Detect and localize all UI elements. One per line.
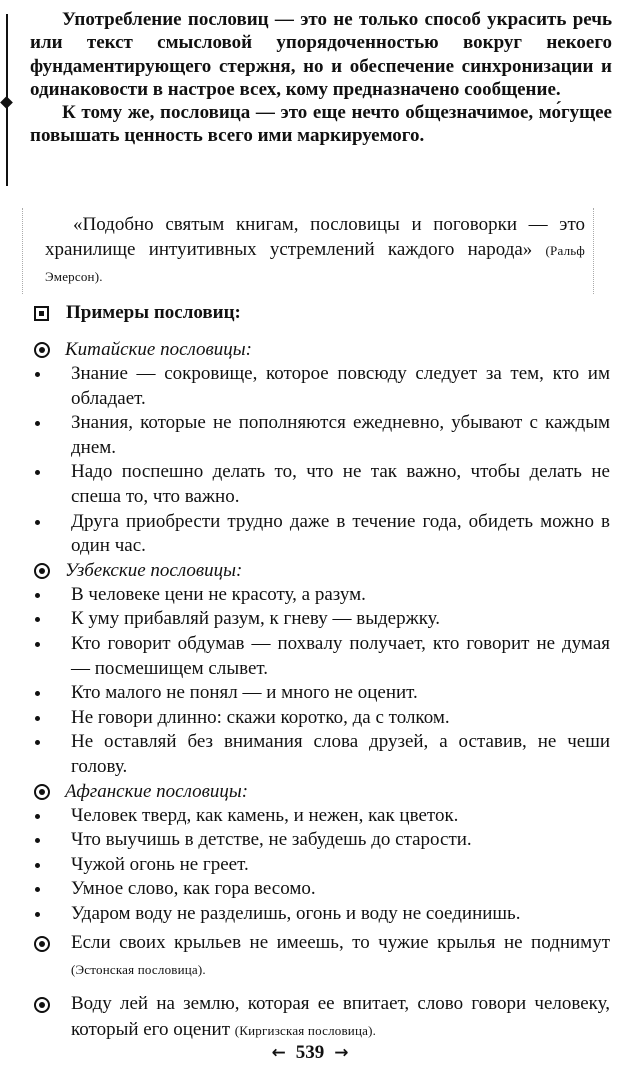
list-item [34,902,610,927]
proverb-text: Кто говорит обдумав — похвалу получает, кто говорит не думая — посмешищем слывет. [71,632,610,679]
bullet-dot-icon [35,520,40,525]
category-title: Афганские пословицы: [65,780,249,802]
list-item [34,460,610,509]
category-heading-uzbek [34,559,610,583]
proverb-source: (Эстонская пословица). [71,962,206,978]
category-heading-afghan [34,780,610,804]
proverb-source: (Киргизская пословица). [234,1023,377,1039]
proverb-text: Воду лей на землю, которая ее впитает, слово говори человеку, который его оценит [71,993,610,1041]
proverb-text: Знания, которые не пополняются ежедневно, убывают с каждым днем. [71,412,610,458]
list-item [34,411,610,460]
bullet-dot-icon [35,470,40,475]
bullet-dot-icon [35,814,40,819]
intro-section [30,8,612,148]
list-item [34,632,610,681]
proverb-text: Если своих крыльев не имеешь, то чужие крылья не поднимут [71,932,610,954]
proverb-text: Не оставляй без внимания слова друзей, а оставив, не чеши голову. [71,731,610,777]
list-item [34,607,610,632]
proverb-text: Что выучишь в детстве, не забудешь до старости. [71,829,472,851]
proverb-text: Надо поспешно делать то, что не так важно, чтобы делать не спеша то, что важно. [71,461,610,507]
right-arrow-icon: → [334,1043,349,1063]
page-footer [0,1042,620,1064]
afghan-proverbs [34,804,610,927]
list-item [34,681,610,706]
circle-bullet-icon [34,563,50,579]
proverb-text: Умное слово, как гора весомо. [71,878,316,900]
proverb-text: Не говори длинно: скажи коротко, да с толком. [71,706,450,728]
proverb-text: Чужой огонь не греет. [71,853,249,875]
circle-bullet-icon [34,997,50,1013]
page-number: 539 [295,1042,325,1063]
list-item [34,828,610,853]
bullet-dot-icon [35,863,40,868]
square-bullet-icon [34,306,49,321]
proverb-text: В человеке цени не красоту, а разум. [71,583,366,605]
list-item [34,853,610,878]
uzbek-proverbs [34,583,610,780]
left-arrow-icon: ← [271,1043,286,1063]
list-item [34,804,610,829]
bullet-dot-icon [35,740,40,745]
kyrgyz-proverb [34,991,610,1044]
intro-paragraph-2: К тому же, пословица — это еще нечто общезначимое, мо́гущее повышать ценность всего ими маркируемого. [30,102,612,147]
proverb-text: Ударом воду не разделишь, огонь и воду не соединишь. [71,902,521,924]
bullet-dot-icon [35,887,40,892]
circle-bullet-icon [34,342,50,358]
quote-source: (Ральф Эмерсон). [45,243,586,284]
bullet-dot-icon [35,716,40,721]
proverb-text: К уму прибавляй разум, к гневу — выдержку. [71,608,441,630]
bullet-dot-icon [35,838,40,843]
proverb-text: Друга приобрести трудно даже в течение года, обидеть можно в один час. [71,510,610,557]
quote-box [22,208,594,294]
examples-heading [34,300,241,326]
estonian-proverb [34,930,610,983]
proverb-text: Знание — сокровище, которое повсюду следует за тем, кто им обладает. [71,363,610,409]
margin-diamond-icon [0,96,13,109]
bullet-dot-icon [35,912,40,917]
category-heading-chinese [34,338,610,362]
category-title: Китайские пословицы: [65,339,252,360]
category-title: Узбекские пословицы: [65,559,243,581]
proverb-body [71,930,610,983]
circle-bullet-icon [34,936,50,952]
circle-bullet-icon [34,784,50,800]
chinese-proverbs [34,362,610,559]
intro-paragraph-1: Употребление пословиц — это не только способ украсить речь или текст смысловой упорядоченностью вокруг некоего фундаментирующего стержня, но и обеспечение синхронизации и одинаковости в настрое всех, кому предназначено сообщение. [30,9,612,100]
examples-title: Примеры пословиц: [66,302,241,323]
list-item [34,362,610,411]
list-item [34,510,610,559]
proverb-body [71,991,610,1044]
proverbs-list [34,338,610,1044]
proverb-text: Кто малого не понял — и много не оценит. [71,682,418,704]
bullet-dot-icon [35,617,40,622]
list-item [34,730,610,779]
bullet-dot-icon [35,691,40,696]
quote-text: «Подобно святым книгам, пословицы и поговорки — это хранилище интуитивных устремлений каждого народа» [45,214,585,260]
proverb-text: Человек тверд, как камень, и нежен, как цветок. [71,804,459,826]
list-item [34,877,610,902]
list-item [34,706,610,731]
bullet-dot-icon [35,421,40,426]
emerson-quote [45,212,585,289]
bullet-dot-icon [35,593,40,598]
list-item [34,583,610,608]
bullet-dot-icon [35,372,40,377]
bullet-dot-icon [35,642,40,647]
